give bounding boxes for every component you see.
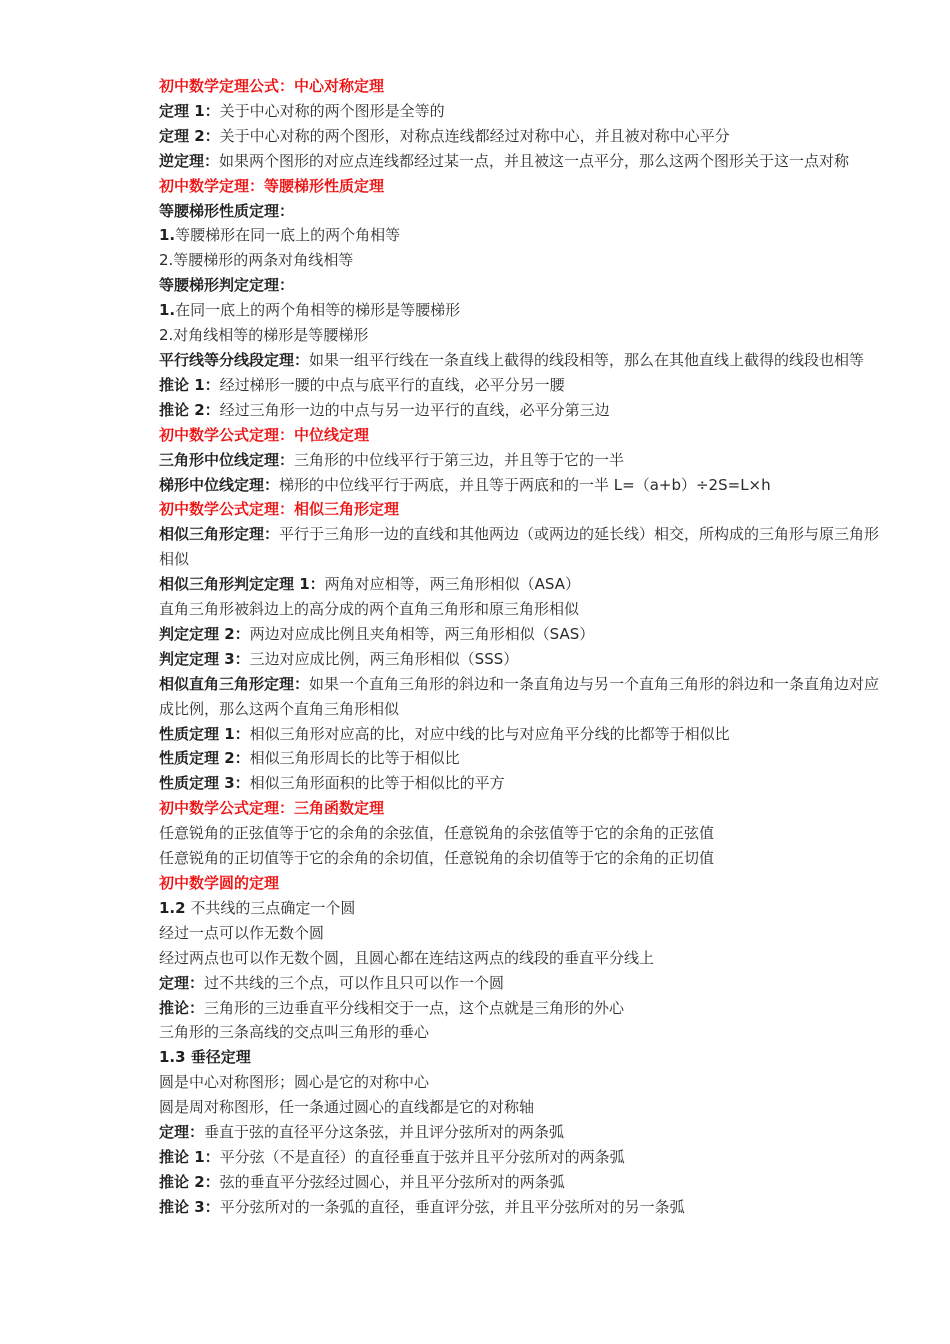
subheading: 1.3 垂径定理 bbox=[159, 1048, 251, 1067]
theorem-text: 经过梯形一腰的中点与底平行的直线，必平分另一腰 bbox=[219, 375, 565, 394]
theorem-line bbox=[159, 672, 889, 722]
theorem-label: 判定定理 3： bbox=[159, 649, 250, 668]
theorem-label: 定理： bbox=[159, 1123, 205, 1142]
theorem-label: 1.2 bbox=[159, 898, 186, 917]
theorem-text: 经过三角形一边的中点与另一边平行的直线，必平分第三边 bbox=[219, 400, 610, 419]
theorem-text: 两角对应相等，两三角形相似（ASA） bbox=[324, 575, 580, 594]
theorem-line bbox=[159, 522, 889, 572]
document-page bbox=[159, 74, 889, 1220]
theorem-text: 平分弦所对的一条弧的直径，垂直评分弦，并且平分弦所对的另一条弧 bbox=[219, 1197, 685, 1216]
theorem-line bbox=[159, 1120, 889, 1145]
theorem-line bbox=[159, 373, 889, 398]
text-line: 经过一点可以作无数个圆 bbox=[159, 923, 325, 942]
theorem-line bbox=[159, 149, 889, 174]
theorem-text: 三角形的三边垂直平分线相交于一点，这个点就是三角形的外心 bbox=[204, 998, 625, 1017]
theorem-line bbox=[159, 1170, 889, 1195]
theorem-text: 相似三角形对应高的比，对应中线的比与对应角平分线的比都等于相似比 bbox=[249, 724, 730, 743]
theorem-line bbox=[159, 398, 889, 423]
text-line: 经过两点也可以作无数个圆，且圆心都在连结这两点的线段的垂直平分线上 bbox=[159, 948, 655, 967]
theorem-line bbox=[159, 746, 889, 771]
section-heading: 初中数学公式定理：三角函数定理 bbox=[159, 799, 385, 818]
theorem-label: 1. bbox=[159, 301, 176, 320]
text-line: 圆是中心对称图形；圆心是它的对称中心 bbox=[159, 1073, 430, 1092]
section-heading: 初中数学公式定理：相似三角形定理 bbox=[159, 500, 400, 519]
theorem-line bbox=[159, 896, 889, 921]
theorem-label: 定理 2： bbox=[159, 126, 220, 145]
theorem-line bbox=[159, 298, 889, 323]
theorem-label: 相似三角形判定定理 1： bbox=[159, 575, 325, 594]
theorem-label: 相似直角三角形定理： bbox=[159, 674, 310, 693]
theorem-line bbox=[159, 996, 889, 1021]
theorem-text: 在同一底上的两个角相等的梯形是等腰梯形 bbox=[175, 301, 461, 320]
theorem-line bbox=[159, 647, 889, 672]
theorem-line bbox=[159, 1195, 889, 1220]
theorem-text: 过不共线的三个点，可以作且只可以作一个圆 bbox=[204, 973, 505, 992]
text-line: 三角形的三条高线的交点叫三角形的垂心 bbox=[159, 1023, 430, 1042]
theorem-text: 如果两个图形的对应点连线都经过某一点，并且被这一点平分，那么这两个图形关于这一点对称 bbox=[219, 151, 850, 170]
theorem-text: 平行于三角形一边的直线和其他两边（或两边的延长线）相交，所构成的三角形与原三角形相似 bbox=[159, 525, 880, 569]
theorem-text: 三边对应成比例，两三角形相似（SSS） bbox=[249, 649, 519, 668]
theorem-text: 等腰梯形在同一底上的两个角相等 bbox=[175, 226, 401, 245]
theorem-line bbox=[159, 223, 889, 248]
theorem-text: 梯形的中位线平行于两底，并且等于两底和的一半 L=（a+b）÷2S=L×h bbox=[279, 475, 771, 494]
section-heading: 初中数学定理：等腰梯形性质定理 bbox=[159, 176, 385, 195]
theorem-label: 梯形中位线定理： bbox=[159, 475, 280, 494]
text-line: 2.对角线相等的梯形是等腰梯形 bbox=[159, 326, 369, 345]
theorem-label: 推论 2： bbox=[159, 1172, 220, 1191]
theorem-label: 逆定理： bbox=[159, 151, 220, 170]
theorem-line bbox=[159, 771, 889, 796]
theorem-label: 推论 1： bbox=[159, 375, 220, 394]
theorem-line bbox=[159, 348, 889, 373]
theorem-label: 相似三角形定理： bbox=[159, 525, 280, 544]
theorem-text: 如果一组平行线在一条直线上截得的线段相等，那么在其他直线上截得的线段也相等 bbox=[309, 350, 865, 369]
theorem-label: 推论 1： bbox=[159, 1147, 220, 1166]
theorem-text: 两边对应成比例且夹角相等，两三角形相似（SAS） bbox=[249, 624, 595, 643]
theorem-text: 不共线的三点确定一个圆 bbox=[185, 898, 356, 917]
theorem-label: 定理 1： bbox=[159, 101, 220, 120]
theorem-label: 平行线等分线段定理： bbox=[159, 350, 310, 369]
theorem-line bbox=[159, 448, 889, 473]
text-line: 任意锐角的正切值等于它的余角的余切值，任意锐角的余切值等于它的余角的正切值 bbox=[159, 849, 715, 868]
theorem-text: 相似三角形周长的比等于相似比 bbox=[249, 749, 460, 768]
theorem-label: 判定定理 2： bbox=[159, 624, 250, 643]
theorem-label: 1. bbox=[159, 226, 176, 245]
section-heading: 初中数学圆的定理 bbox=[159, 874, 280, 892]
theorem-label: 三角形中位线定理： bbox=[159, 450, 295, 469]
theorem-text: 关于中心对称的两个图形是全等的 bbox=[219, 101, 445, 120]
theorem-line bbox=[159, 473, 889, 498]
theorem-text: 弦的垂直平分弦经过圆心，并且平分弦所对的两条弧 bbox=[219, 1172, 565, 1191]
theorem-text: 三角形的中位线平行于第三边，并且等于它的一半 bbox=[294, 450, 625, 469]
text-line: 圆是周对称图形，任一条通过圆心的直线都是它的对称轴 bbox=[159, 1098, 535, 1117]
theorem-line bbox=[159, 124, 889, 149]
theorem-line bbox=[159, 622, 889, 647]
section-heading: 初中数学公式定理：中位线定理 bbox=[159, 425, 370, 444]
theorem-label: 推论 3： bbox=[159, 1197, 220, 1216]
theorem-label: 性质定理 2： bbox=[159, 749, 250, 768]
theorem-label: 性质定理 1： bbox=[159, 724, 250, 743]
subheading: 等腰梯形判定定理： bbox=[159, 276, 295, 295]
theorem-label: 推论： bbox=[159, 998, 205, 1017]
theorem-text: 相似三角形面积的比等于相似比的平方 bbox=[249, 774, 505, 793]
theorem-label: 性质定理 3： bbox=[159, 774, 250, 793]
text-line: 直角三角形被斜边上的高分成的两个直角三角形和原三角形相似 bbox=[159, 600, 580, 619]
theorem-text: 关于中心对称的两个图形，对称点连线都经过对称中心，并且被对称中心平分 bbox=[219, 126, 730, 145]
theorem-line bbox=[159, 99, 889, 124]
theorem-line bbox=[159, 722, 889, 747]
theorem-line bbox=[159, 1145, 889, 1170]
section-heading: 初中数学定理公式：中心对称定理 bbox=[159, 77, 385, 95]
theorem-text: 如果一个直角三角形的斜边和一条直角边与另一个直角三角形的斜边和一条直角边对应成比例，那么这两个直角三角形相似 bbox=[159, 674, 880, 718]
theorem-label: 定理： bbox=[159, 973, 205, 992]
theorem-label: 推论 2： bbox=[159, 400, 220, 419]
text-line: 2.等腰梯形的两条对角线相等 bbox=[159, 251, 354, 270]
subheading: 等腰梯形性质定理： bbox=[159, 201, 295, 220]
theorem-text: 平分弦（不是直径）的直径垂直于弦并且平分弦所对的两条弧 bbox=[219, 1147, 625, 1166]
theorem-text: 垂直于弦的直径平分这条弦，并且评分弦所对的两条弧 bbox=[204, 1123, 565, 1142]
text-line: 任意锐角的正弦值等于它的余角的余弦值，任意锐角的余弦值等于它的余角的正弦值 bbox=[159, 824, 715, 843]
theorem-line bbox=[159, 572, 889, 597]
theorem-line bbox=[159, 971, 889, 996]
